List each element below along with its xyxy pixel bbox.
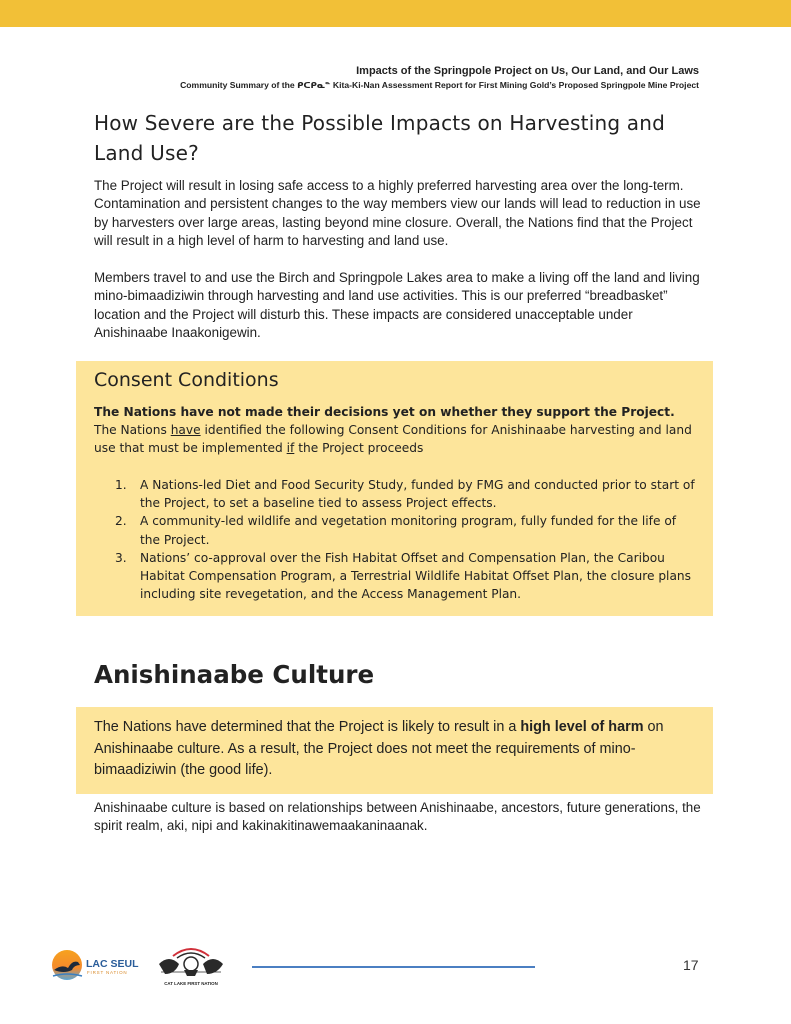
consent-intro-part-a: The Nations xyxy=(94,423,171,438)
paragraph-breadbasket: Members travel to and use the Birch and Springpole Lakes area to make a living off the land and living mino-bimaadiziwin through harvesting and land use activities. This is our preferred “breadbasket” location and the Project will disturb this. These impacts are considered unacceptable under Anishinaabe Inaakonigewin. xyxy=(94,270,700,340)
document-subtitle: Community Summary of the ᑭᑕᑭᓇᓐ Kita-Ki-Nan Assessment Report for First Mining Gold’s Proposed Springpole Mine Project xyxy=(180,80,699,90)
section-heading-harvesting: How Severe are the Possible Impacts on Harvesting and Land Use? xyxy=(94,111,666,165)
list-item xyxy=(94,549,699,604)
top-accent-bar xyxy=(0,0,791,27)
consent-intro-part-c: the Project proceeds xyxy=(294,441,424,456)
consent-intro-if: if xyxy=(286,441,295,456)
lac-seul-logo xyxy=(50,946,140,984)
harm-part-a: The Nations have determined that the Project is likely to result in a xyxy=(94,719,521,735)
consent-conditions-intro xyxy=(94,403,699,458)
harm-part-b: on Anishinaabe culture. As a result, the Project does not meet the requirements of mino-bimaadiziwin (the good life). xyxy=(94,719,664,778)
section-heading-culture: Anishinaabe Culture xyxy=(94,660,375,689)
consent-intro-have: have xyxy=(170,423,201,438)
page-number: 17 xyxy=(683,957,699,973)
footer-divider xyxy=(252,966,535,968)
culture-harm-statement xyxy=(94,717,704,782)
paragraph-harvesting-impacts: The Project will result in losing safe access to a highly preferred harvesting area over the long-term. Contamination and persistent changes to the way members view our lands will lead to reduction in use by harvesters over large areas, lasting beyond mine closure. Overall, the Nations find that the Project will result in a high level of harm to harvesting and land use. xyxy=(94,178,701,248)
document-title: Impacts of the Springpole Project on Us, Our Land, and Our Laws xyxy=(356,65,699,77)
list-item-number: 1. xyxy=(115,478,127,492)
list-item-text: Nations’ co-approval over the Fish Habitat Offset and Compensation Plan, the Caribou Habitat Compensation Program, a Terrestrial Wildlife Habitat Offset Plan, the closure plans including site revegetation, and the Access Management Plan. xyxy=(140,550,691,602)
list-item xyxy=(94,476,699,512)
logo1-name: LAC SEUL xyxy=(86,958,139,970)
consent-intro-bold: The Nations have not made their decisions yet on whether they support the Project. xyxy=(94,405,675,419)
logo2-name: CAT LAKE FIRST NATION xyxy=(164,981,218,986)
paragraph-culture: Anishinaabe culture is based on relationships between Anishinaabe, ancestors, future generations, the spirit realm, aki, nipi and kakinakitinawemaakaninaanak. xyxy=(94,800,701,834)
logo1-subname: FIRST NATION xyxy=(87,970,128,975)
list-item xyxy=(94,512,699,548)
consent-conditions-title: Consent Conditions xyxy=(94,369,279,391)
list-item-number: 3. xyxy=(115,550,127,565)
list-item-text: A Nations-led Diet and Food Security Study, funded by FMG and conducted prior to start of the Project, to set a baseline tied to assess Project effects. xyxy=(140,478,695,511)
list-item-text: A community-led wildlife and vegetation monitoring program, fully funded for the life of the Project. xyxy=(140,514,677,547)
list-item-number: 2. xyxy=(115,514,127,529)
consent-conditions-list xyxy=(94,476,699,603)
cat-lake-logo xyxy=(153,944,229,988)
harm-bold: high level of harm xyxy=(520,719,644,735)
consent-intro-part-b: identified the following Consent Conditions for Anishinaabe harvesting and land use that must be implemented xyxy=(94,423,692,456)
